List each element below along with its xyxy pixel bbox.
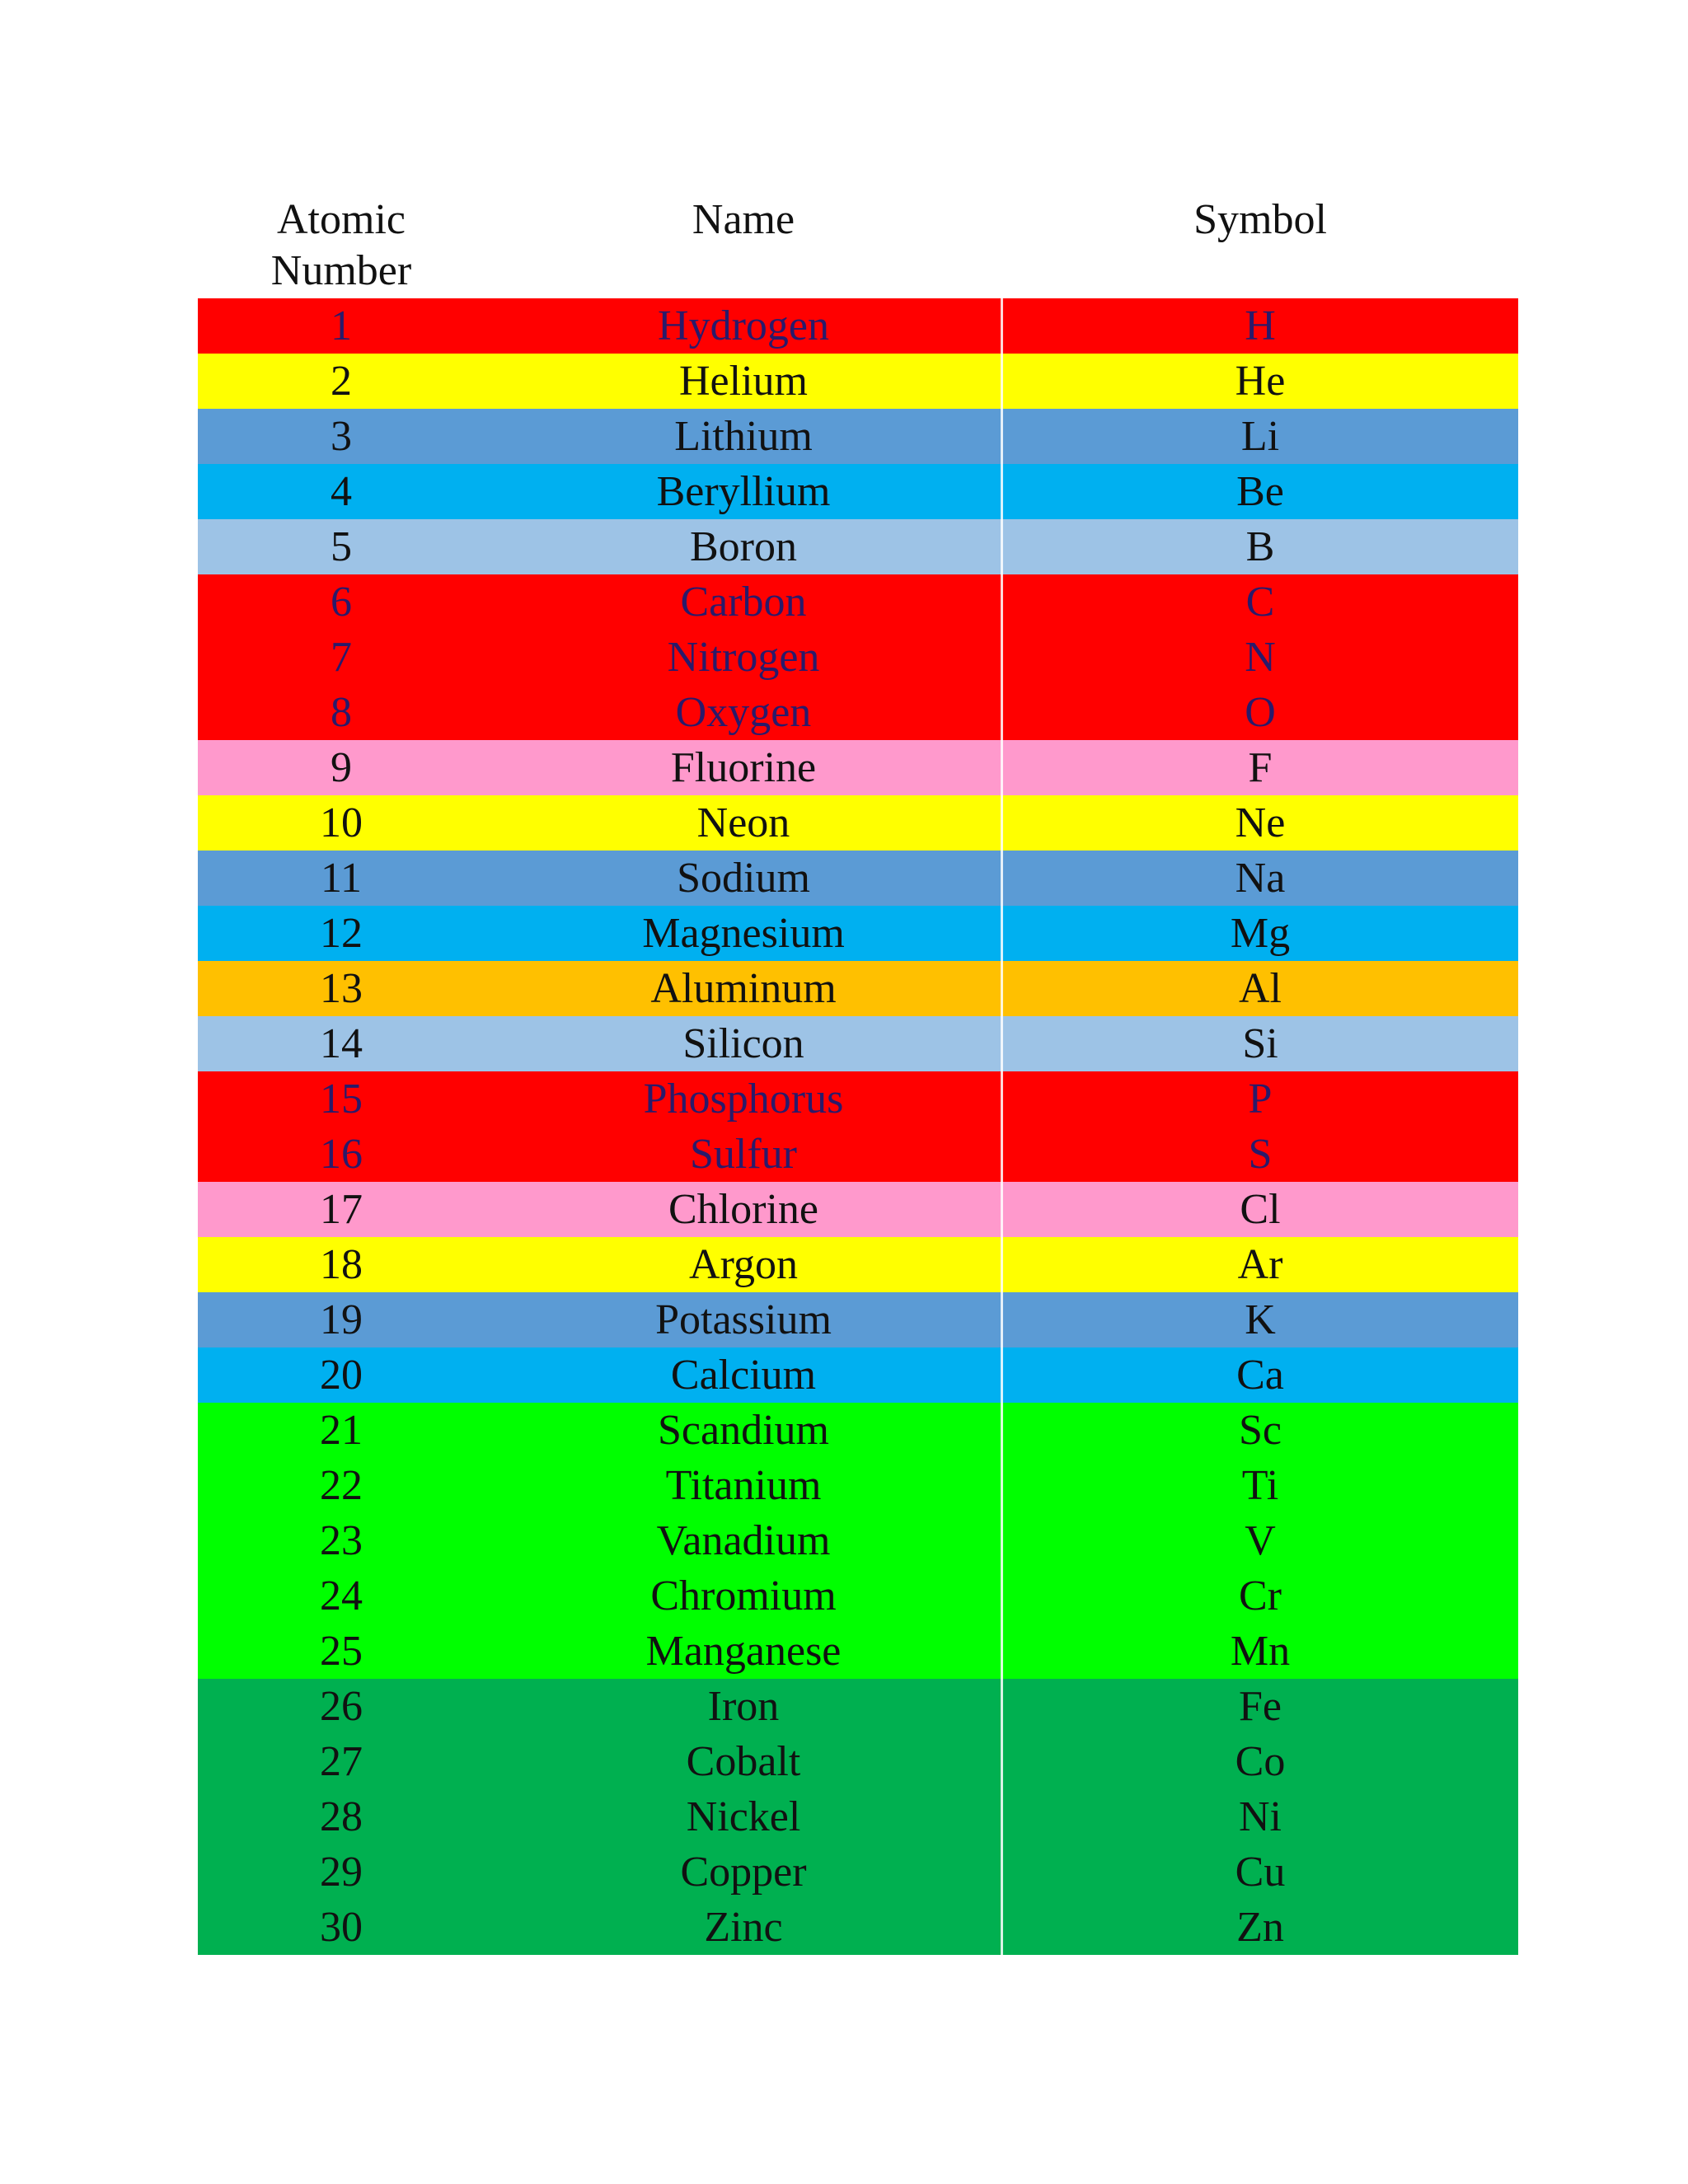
element-name-cell: Chromium (650, 1572, 837, 1619)
element-name-cell: Scandium (658, 1407, 829, 1454)
element-symbol-cell: Fe (1239, 1683, 1282, 1730)
element-symbol-cell: Al (1239, 965, 1282, 1012)
atomic-number-cell: 23 (320, 1517, 363, 1564)
table-row (198, 1568, 1518, 1624)
table-row (198, 464, 1518, 519)
atomic-number-cell: 10 (320, 799, 363, 846)
atomic-number-cell: 12 (320, 910, 363, 957)
element-name-cell: Boron (690, 523, 797, 570)
element-name-cell: Zinc (704, 1904, 783, 1951)
element-name-cell: Chlorine (668, 1186, 818, 1233)
atomic-number-cell: 25 (320, 1628, 363, 1675)
element-symbol-cell: S (1248, 1131, 1273, 1178)
table-row (198, 1458, 1518, 1513)
header-atomic-number-line2: Number (270, 247, 412, 294)
element-symbol-cell: Cu (1235, 1849, 1286, 1896)
element-symbol-cell: Cr (1239, 1572, 1282, 1619)
table-row (198, 298, 1518, 354)
element-name-cell: Aluminum (650, 965, 837, 1012)
element-name-cell: Phosphorus (643, 1076, 844, 1122)
atomic-number-cell: 4 (331, 468, 352, 515)
table-row (198, 1734, 1518, 1789)
element-name-cell: Copper (680, 1849, 807, 1896)
header-atomic-number (198, 194, 485, 297)
element-name-cell: Hydrogen (658, 302, 829, 349)
element-symbol-cell: B (1245, 523, 1275, 570)
atomic-number-cell: 22 (320, 1462, 363, 1509)
table-row (198, 1789, 1518, 1844)
element-symbol-cell: H (1245, 302, 1276, 349)
table-row (198, 354, 1518, 409)
table-header (198, 194, 1518, 298)
atomic-number-cell: 1 (331, 302, 352, 349)
element-symbol-cell: K (1245, 1296, 1276, 1343)
atomic-number-cell: 3 (331, 413, 352, 460)
element-name-cell: Potassium (655, 1296, 832, 1343)
element-symbol-cell: O (1245, 689, 1276, 736)
element-symbol-cell: Na (1235, 855, 1286, 902)
header-name: Name (692, 196, 795, 243)
element-symbol-cell: Ni (1239, 1793, 1282, 1840)
element-symbol-cell: Ti (1241, 1462, 1279, 1509)
element-symbol-cell: Co (1235, 1738, 1286, 1785)
element-name-cell: Neon (696, 799, 790, 846)
element-name-cell: Beryllium (656, 468, 831, 515)
header-symbol: Symbol (1193, 196, 1327, 243)
table-row (198, 961, 1518, 1016)
element-name-cell: Magnesium (642, 910, 845, 957)
element-name-cell: Cobalt (686, 1738, 801, 1785)
element-name-cell: Iron (707, 1683, 780, 1730)
table-row (198, 795, 1518, 851)
atomic-number-cell: 29 (320, 1849, 363, 1896)
table-row (198, 630, 1518, 685)
header-atomic-number-line1: Atomic (277, 196, 406, 243)
element-symbol-cell: Sc (1239, 1407, 1282, 1454)
element-symbol-cell: C (1245, 579, 1275, 626)
element-name-cell: Calcium (670, 1352, 817, 1399)
element-symbol-cell: Ne (1235, 799, 1286, 846)
atomic-number-cell: 5 (331, 523, 352, 570)
table-row (198, 1237, 1518, 1292)
element-name-cell: Nitrogen (667, 634, 820, 681)
atomic-number-cell: 21 (320, 1407, 363, 1454)
atomic-number-cell: 15 (320, 1076, 363, 1122)
table-row (198, 1624, 1518, 1679)
atomic-number-cell: 24 (320, 1572, 363, 1619)
element-symbol-cell: F (1248, 744, 1273, 791)
element-table (198, 298, 1518, 1955)
atomic-number-cell: 28 (320, 1793, 363, 1840)
element-name-cell: Sulfur (690, 1131, 797, 1178)
table-row (198, 685, 1518, 740)
atomic-number-cell: 8 (331, 689, 352, 736)
element-name-cell: Helium (679, 358, 808, 405)
table-row (198, 1403, 1518, 1458)
element-symbol-cell: Si (1242, 1020, 1278, 1067)
element-name-cell: Manganese (645, 1628, 842, 1675)
element-name-cell: Oxygen (675, 689, 812, 736)
element-symbol-cell: V (1245, 1517, 1276, 1564)
atomic-number-cell: 2 (331, 358, 352, 405)
element-name-cell: Titanium (665, 1462, 822, 1509)
atomic-number-cell: 26 (320, 1683, 363, 1730)
element-symbol-cell: Mn (1230, 1628, 1291, 1675)
atomic-number-cell: 9 (331, 744, 352, 791)
table-row (198, 1347, 1518, 1403)
atomic-number-cell: 18 (320, 1241, 363, 1288)
table-row (198, 1513, 1518, 1568)
table-row (198, 1016, 1518, 1071)
element-symbol-cell: P (1248, 1076, 1273, 1122)
table-row (198, 906, 1518, 961)
element-symbol-cell: Cl (1240, 1186, 1281, 1233)
element-name-cell: Vanadium (656, 1517, 831, 1564)
table-row (198, 1182, 1518, 1237)
atomic-number-cell: 17 (320, 1186, 363, 1233)
table-row (198, 519, 1518, 574)
element-name-cell: Nickel (686, 1793, 801, 1840)
atomic-number-cell: 19 (320, 1296, 363, 1343)
element-symbol-cell: Li (1240, 413, 1280, 460)
element-name-cell: Argon (689, 1241, 798, 1288)
element-symbol-cell: Ar (1237, 1241, 1283, 1288)
table-row (198, 740, 1518, 795)
table-row (198, 1679, 1518, 1734)
table-row (198, 409, 1518, 464)
element-name-cell: Fluorine (670, 744, 817, 791)
atomic-number-cell: 27 (320, 1738, 363, 1785)
atomic-number-cell: 14 (320, 1020, 363, 1067)
atomic-number-cell: 7 (331, 634, 352, 681)
element-symbol-cell: Be (1236, 468, 1284, 515)
table-row (198, 1900, 1518, 1955)
table-row (198, 1844, 1518, 1900)
element-name-cell: Sodium (677, 855, 810, 902)
element-symbol-cell: Ca (1236, 1352, 1284, 1399)
element-symbol-cell: N (1245, 634, 1276, 681)
element-name-cell: Lithium (674, 413, 813, 460)
table-row (198, 574, 1518, 630)
element-name-cell: Carbon (680, 579, 807, 626)
element-symbol-cell: Zn (1236, 1904, 1284, 1951)
table-row (198, 851, 1518, 906)
element-symbol-cell: Mg (1230, 910, 1291, 957)
element-symbol-cell: He (1235, 358, 1286, 405)
atomic-number-cell: 16 (320, 1131, 363, 1178)
atomic-number-cell: 13 (320, 965, 363, 1012)
table-row (198, 1127, 1518, 1182)
element-name-cell: Silicon (682, 1020, 804, 1067)
atomic-number-cell: 11 (320, 855, 363, 902)
atomic-number-cell: 20 (320, 1352, 363, 1399)
table-row (198, 1071, 1518, 1127)
atomic-number-cell: 6 (331, 579, 352, 626)
table-row (198, 1292, 1518, 1347)
atomic-number-cell: 30 (320, 1904, 363, 1951)
